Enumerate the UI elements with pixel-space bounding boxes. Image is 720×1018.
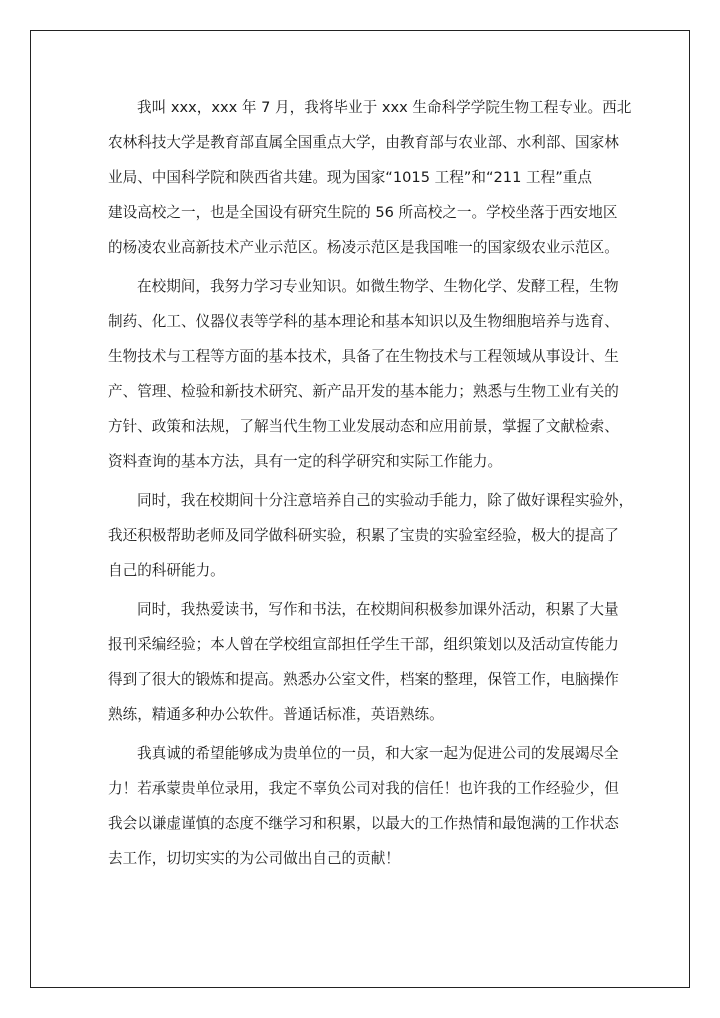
text-line: 的杨凌农业高新技术产业示范区。杨凌示范区是我国唯一的国家级农业示范区。 [108, 239, 619, 256]
text-line: 同时，我热爱读书，写作和书法，在校期间积极参加课外活动，积累了大量 [137, 601, 619, 618]
text-line: 同时，我在校期间十分注意培养自己的实验动手能力，除了做好课程实验外， [137, 492, 634, 509]
text-line: 建设高校之一，也是全国设有研究生院的 56 所高校之一。学校坐落于西安地区 [108, 204, 618, 221]
text-line: 我还积极帮助老师及同学做科研实验，积累了宝贵的实验室经验，极大的提高了 [108, 527, 619, 544]
text-line: 制药、化工、仪器仪表等学科的基本理论和基本知识以及生物细胞培养与选育、 [108, 313, 619, 330]
text-line: 我叫 xxx，xxx 年 7 月，我将毕业于 xxx 生命科学学院生物工程专业。西北 [137, 99, 632, 116]
text-line: 我会以谦虚谨慎的态度不继学习和积累，以最大的工作热情和最饱满的工作状态 [108, 815, 619, 832]
text-line: 生物技术与工程等方面的基本技术，具备了在生物技术与工程领域从事设计、生 [108, 348, 619, 365]
document-body [108, 90, 634, 880]
text-line: 得到了很大的锻炼和提高。熟悉办公室文件，档案的整理，保管工作，电脑操作 [108, 671, 619, 688]
text-line: 方针、政策和法规，了解当代生物工业发展动态和应用前景，掌握了文献检索、 [108, 418, 619, 435]
text-line: 力！若承蒙贵单位录用，我定不辜负公司对我的信任！也许我的工作经验少，但 [108, 780, 619, 797]
paragraph-closing [108, 736, 620, 876]
text-line: 农林科技大学是教育部直属全国重点大学，由教育部与农业部、水利部、国家林 [108, 134, 619, 151]
text-line: 在校期间，我努力学习专业知识。如微生物学、生物化学、发酵工程，生物 [137, 278, 619, 295]
text-line: 熟练，精通多种办公软件。普通话标准，英语熟练。 [108, 706, 444, 723]
paragraph-activities [108, 592, 620, 732]
text-line: 自己的科研能力。 [108, 562, 225, 579]
text-line: 我真诚的希望能够成为贵单位的一员，和大家一起为促进公司的发展竭尽全 [137, 745, 619, 762]
text-line: 去工作，切切实实的为公司做出自己的贡献！ [108, 850, 400, 867]
paragraph-introduction [108, 90, 632, 265]
paragraph-lab-skills [108, 483, 634, 588]
text-line: 报刊采编经验；本人曾在学校组宣部担任学生干部，组织策划以及活动宣传能力 [108, 636, 619, 653]
text-line: 产、管理、检验和新技术研究、新产品开发的基本能力；熟悉与生物工业有关的 [108, 383, 619, 400]
paragraph-studies [108, 269, 620, 479]
text-line: 业局、中国科学院和陕西省共建。现为国家“1015 工程”和“211 工程”重点 [108, 169, 592, 186]
text-line: 资料查询的基本方法，具有一定的科学研究和实际工作能力。 [108, 453, 503, 470]
